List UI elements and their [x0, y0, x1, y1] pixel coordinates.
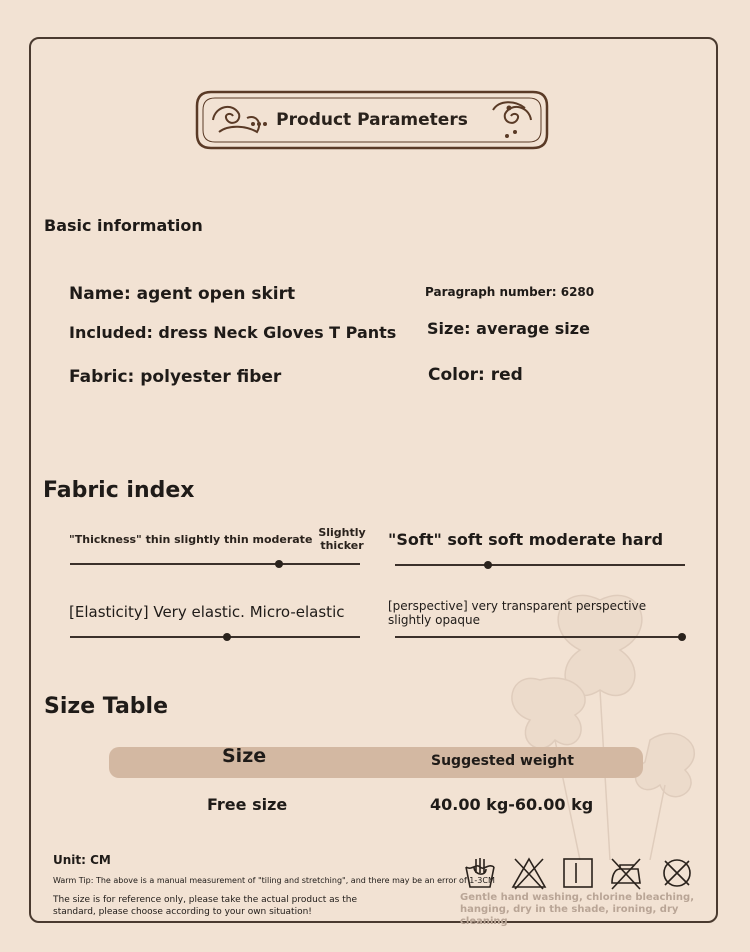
size-info: Size: average size	[427, 319, 590, 338]
elasticity-knob	[223, 633, 231, 641]
fabric-info: Fabric: polyester fiber	[69, 367, 282, 387]
elasticity-label: [Elasticity] Very elastic. Micro-elastic	[69, 603, 345, 621]
thickness-knob	[275, 560, 283, 568]
size-value: Free size	[207, 795, 288, 814]
no-bleach-icon	[511, 855, 547, 891]
size-column-header: Size	[222, 745, 267, 767]
included-items: Included: dress Neck Gloves T Pants	[69, 323, 397, 342]
fabric-index-heading: Fabric index	[43, 478, 195, 503]
page-title: Product Parameters	[276, 110, 468, 130]
warm-tip: Warm Tip: The above is a manual measurement of "tiling and stretching", and there may be an error of 1-3CM	[53, 876, 495, 885]
no-iron-icon	[608, 855, 644, 891]
paragraph-number: Paragraph number: 6280	[425, 285, 595, 299]
care-instructions: Gentle hand washing, chlorine bleaching, hanging, dry in the shade, ironing, dry cleaning	[460, 892, 695, 927]
color-info: Color: red	[428, 365, 523, 385]
elasticity-track	[70, 636, 360, 638]
weight-value: 40.00 kg-60.00 kg	[430, 795, 594, 814]
weight-column-header: Suggested weight	[431, 753, 574, 769]
reference-note: The size is for reference only, please take the actual product as the standard, please choose according to your own situation!	[53, 895, 357, 917]
title-cartouche	[193, 88, 551, 152]
perspective-track	[395, 636, 685, 638]
soft-track	[395, 564, 685, 566]
hand-wash-icon	[462, 855, 498, 891]
size-table-heading: Size Table	[44, 694, 168, 719]
hang-dry-icon	[560, 855, 596, 891]
basic-info-heading: Basic information	[44, 216, 203, 235]
soft-label: "Soft" soft soft moderate hard	[388, 530, 664, 549]
thickness-label: "Thickness" thin slightly thin moderate	[69, 533, 313, 546]
perspective-label: [perspective] very transparent perspective slightly opaque	[388, 599, 647, 627]
product-name: Name: agent open skirt	[69, 284, 296, 304]
thickness-track	[70, 563, 360, 565]
soft-knob	[484, 561, 492, 569]
no-dry-clean-icon	[659, 855, 695, 891]
thickness-extra-label: Slightly thicker	[318, 526, 366, 552]
unit-note: Unit: CM	[53, 853, 111, 867]
